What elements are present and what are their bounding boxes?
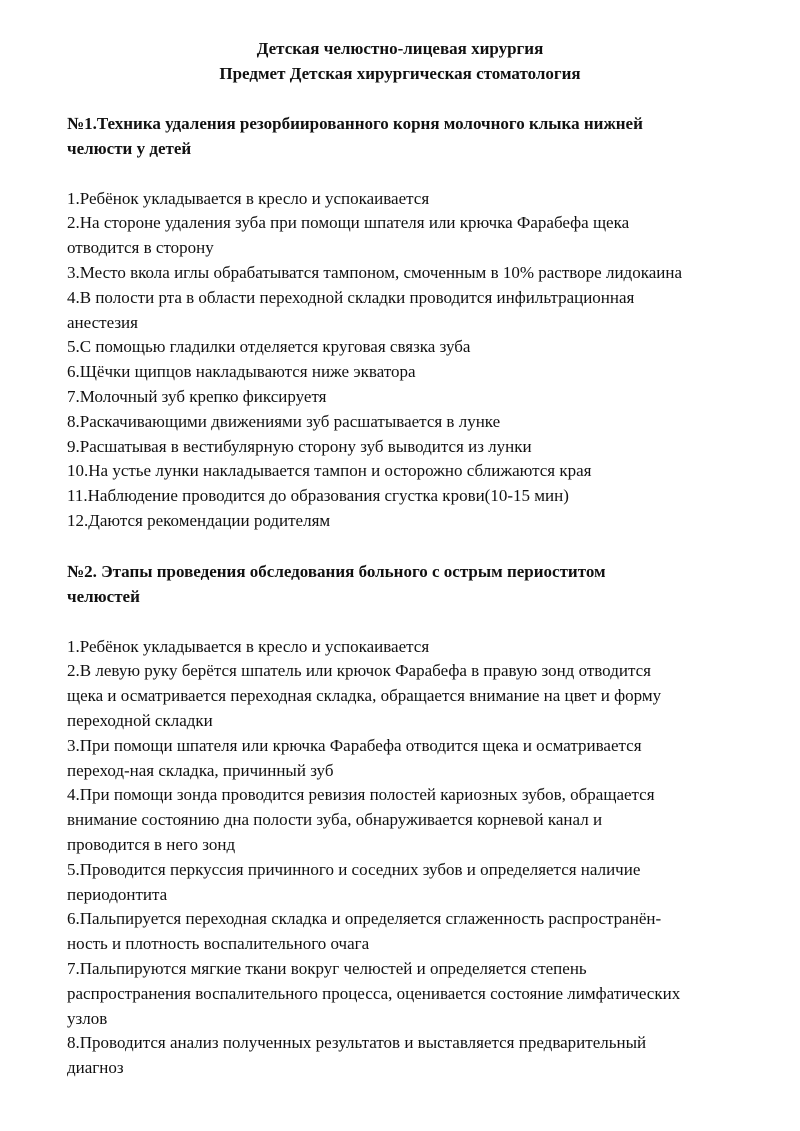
section-1 (67, 112, 767, 534)
section-2 (67, 560, 767, 1081)
step-item (67, 286, 767, 336)
section-1-steps (67, 187, 767, 534)
step-line: отводится в сторону (67, 238, 214, 258)
step-line: 2.На стороне удаления зуба при помощи шпателя или крючка Фарабефа щека (67, 213, 630, 233)
step-line: проводится в него зонд (67, 834, 236, 854)
step-line: 4.При помощи зонда проводится ревизия полостей кариозных зубов, обращается (67, 785, 655, 805)
step-line: диагноз (67, 1058, 124, 1078)
section-2-title (67, 560, 767, 610)
step-item (67, 261, 767, 286)
step-line: переходной складки (67, 710, 213, 730)
step-line: 9.Расшатывая в вестибулярную сторону зуб выводится из лунки (67, 436, 532, 456)
step-item (67, 858, 767, 908)
header-line-1: Детская челюстно-лицевая хирургия (256, 39, 544, 58)
step-item (67, 783, 767, 857)
document-header (0, 37, 800, 87)
step-line: 1.Ребёнок укладывается в кресло и успокаивается (67, 636, 430, 656)
step-line: 8.Проводится анализ полученных результатов и выставляется предварительный (67, 1033, 647, 1053)
section-1-title-line: челюсти у детей (67, 138, 192, 158)
step-line: щека и осматривается переходная складка, обращается внимание на цвет и форму (67, 686, 662, 706)
step-line: 7.Молочный зуб крепко фиксируетя (67, 386, 327, 406)
step-item (67, 635, 767, 660)
step-line: переход-ная складка, причинный зуб (67, 760, 334, 780)
step-line: 5.С помощью гладилки отделяется круговая связка зуба (67, 337, 471, 357)
step-item (67, 385, 767, 410)
section-2-steps (67, 635, 767, 1081)
section-1-title-line: №1.Техника удаления резорбиированного корня молочного клыка нижней (67, 114, 643, 133)
step-line: ность и плотность воспалительного очага (67, 934, 370, 954)
step-line: узлов (67, 1008, 108, 1028)
step-item (67, 509, 767, 534)
step-line: периодонтита (67, 884, 168, 904)
step-line: внимание состоянию дна полости зуба, обнаруживается корневой канал и (67, 810, 603, 830)
step-item (67, 734, 767, 784)
step-line: 6.Щёчки щипцов накладываются ниже экватора (67, 362, 416, 382)
step-item (67, 211, 767, 261)
step-item (67, 187, 767, 212)
step-line: 4.В полости рта в области переходной складки проводится инфильтрационная (67, 287, 635, 307)
section-2-title-line: челюстей (67, 586, 140, 606)
header-line-2: Предмет Детская хирургическая стоматология (219, 63, 581, 83)
step-line: анестезия (67, 312, 138, 332)
step-line: 8.Раскачивающими движениями зуб расшатывается в лунке (67, 411, 501, 431)
step-line: 11.Наблюдение проводится до образования сгустка крови(10-15 мин) (67, 486, 569, 506)
section-2-title-line: №2. Этапы проведения обследования больного с острым периоститом (67, 562, 606, 581)
step-line: 3.Место вкола иглы обрабатыватся тампоном, смоченным в 10% растворе лидокаина (67, 262, 682, 282)
step-item (67, 907, 767, 957)
step-item (67, 335, 767, 360)
step-line: 2.В левую руку берётся шпатель или крючок Фарабефа в правую зонд отводится (67, 661, 651, 681)
step-item (67, 957, 767, 1031)
step-item (67, 360, 767, 385)
step-item (67, 410, 767, 435)
step-line: 7.Пальпируются мягкие ткани вокруг челюстей и определяется степень (67, 958, 587, 978)
step-line: 3.При помощи шпателя или крючка Фарабефа отводится щека и осматривается (67, 735, 642, 755)
step-line: 1.Ребёнок укладывается в кресло и успокаивается (67, 188, 430, 208)
step-line: 5.Проводится перкуссия причинного и соседних зубов и определяется наличие (67, 859, 641, 879)
step-line: 10.На устье лунки накладывается тампон и осторожно сближаются края (67, 461, 592, 481)
step-line: 6.Пальпируется переходная складка и определяется сглаженность распространён- (67, 909, 662, 929)
step-item (67, 435, 767, 460)
step-item (67, 1031, 767, 1081)
section-1-title (67, 112, 767, 162)
step-line: распространения воспалительного процесса, оценивается состояние лимфатических (67, 983, 681, 1003)
step-item (67, 659, 767, 733)
step-item (67, 459, 767, 484)
step-item (67, 484, 767, 509)
step-line: 12.Даются рекомендации родителям (67, 510, 331, 530)
